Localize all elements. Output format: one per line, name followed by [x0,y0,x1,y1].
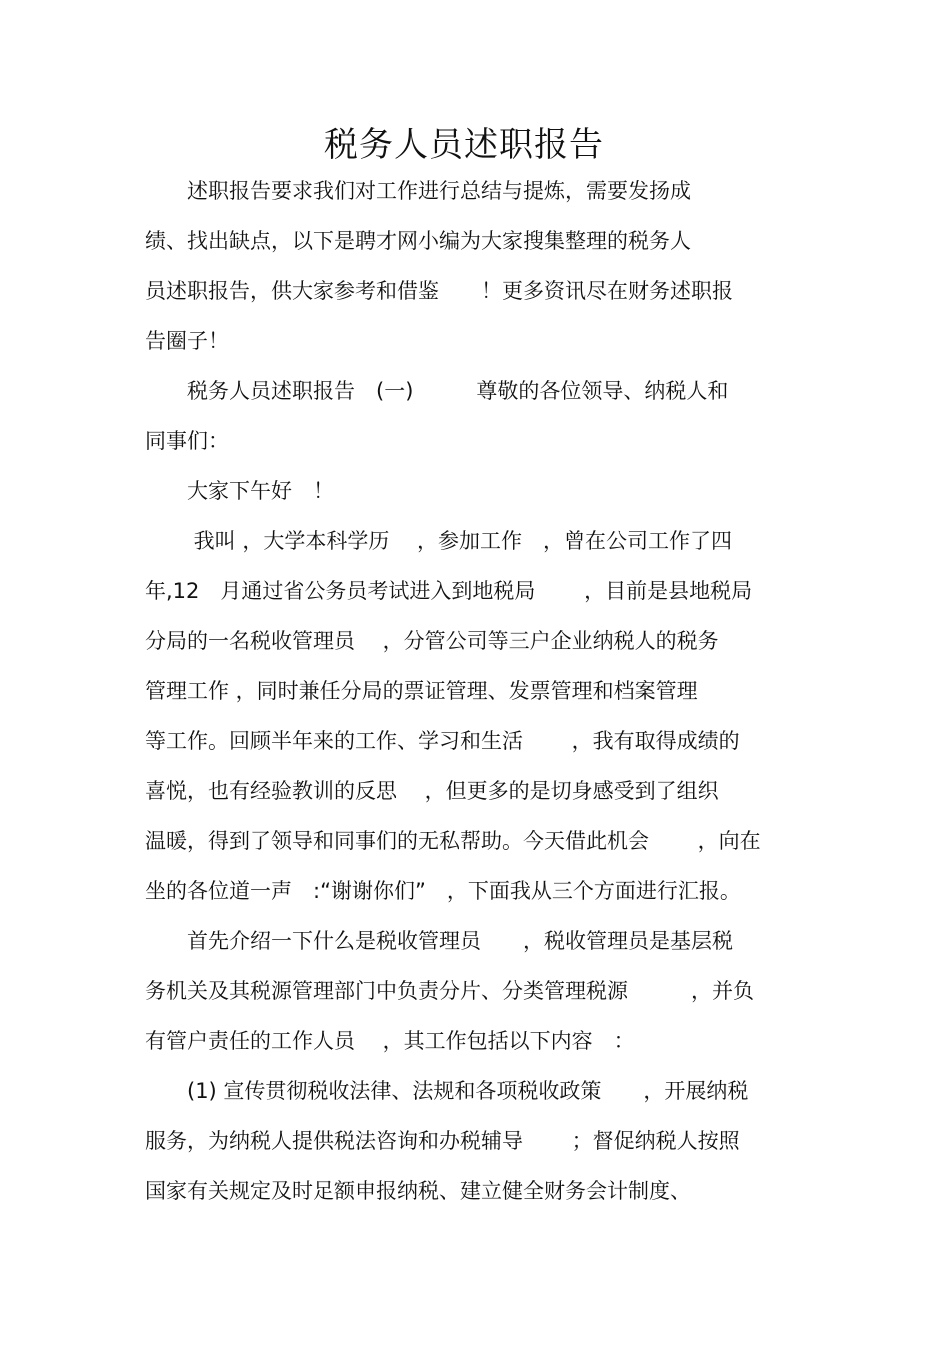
text-line: (1) 宣传贯彻税收法律、法规和各项税收政策 ，开展纳税 [145,1079,749,1103]
text-line: 绩、找出缺点，以下是聘才网小编为大家搜集整理的税务人 [145,229,691,253]
text-line: 述职报告要求我们对工作进行总结与提炼，需要发扬成 [145,179,691,203]
text-line: 告圈子！ [145,329,229,353]
document-title: 税务人员述职报告 [324,125,604,165]
text-line: 员述职报告，供大家参考和借鉴 ！更多资讯尽在财务述职报 [145,279,733,303]
text-line: 税务人员述职报告 (一) 尊敬的各位领导、纳税人和 [145,379,729,403]
text-line: 国家有关规定及时足额申报纳税、建立健全财务会计制度、 [145,1179,691,1203]
text-line: 同事们： [145,429,229,453]
text-line: 首先介绍一下什么是税收管理员 ，税收管理员是基层税 [145,929,733,953]
text-line: 管理工作 ，同时兼任分局的票证管理、发票管理和档案管理 [145,679,698,703]
text-line: 喜悦，也有经验教训的反思 ，但更多的是切身感受到了组织 [145,779,719,803]
text-line: 温暖，得到了领导和同事们的无私帮助。今天借此机会 ，向在 [145,829,761,853]
text-line: 服务，为纳税人提供税法咨询和办税辅导 ；督促纳税人按照 [145,1129,740,1153]
text-line: 等工作。回顾半年来的工作、学习和生活 ，我有取得成绩的 [145,729,740,753]
text-line: 年,12 月通过省公务员考试进入到地税局 ，目前是县地税局 [145,579,753,603]
text-line: 务机关及其税源管理部门中负责分片、分类管理税源 ，并负 [145,979,754,1003]
text-line: 有管户责任的工作人员 ，其工作包括以下内容 ： [145,1029,635,1053]
text-line: 我叫 ，大学本科学历 ，参加工作 ，曾在公司工作了四 [145,529,733,553]
text-line: 分局的一名税收管理员 ，分管公司等三户企业纳税人的税务 [145,629,719,653]
text-line: 坐的各位道一声 :“谢谢你们” ，下面我从三个方面进行汇报。 [145,879,741,903]
text-line: 大家下午好 ！ [145,479,334,503]
